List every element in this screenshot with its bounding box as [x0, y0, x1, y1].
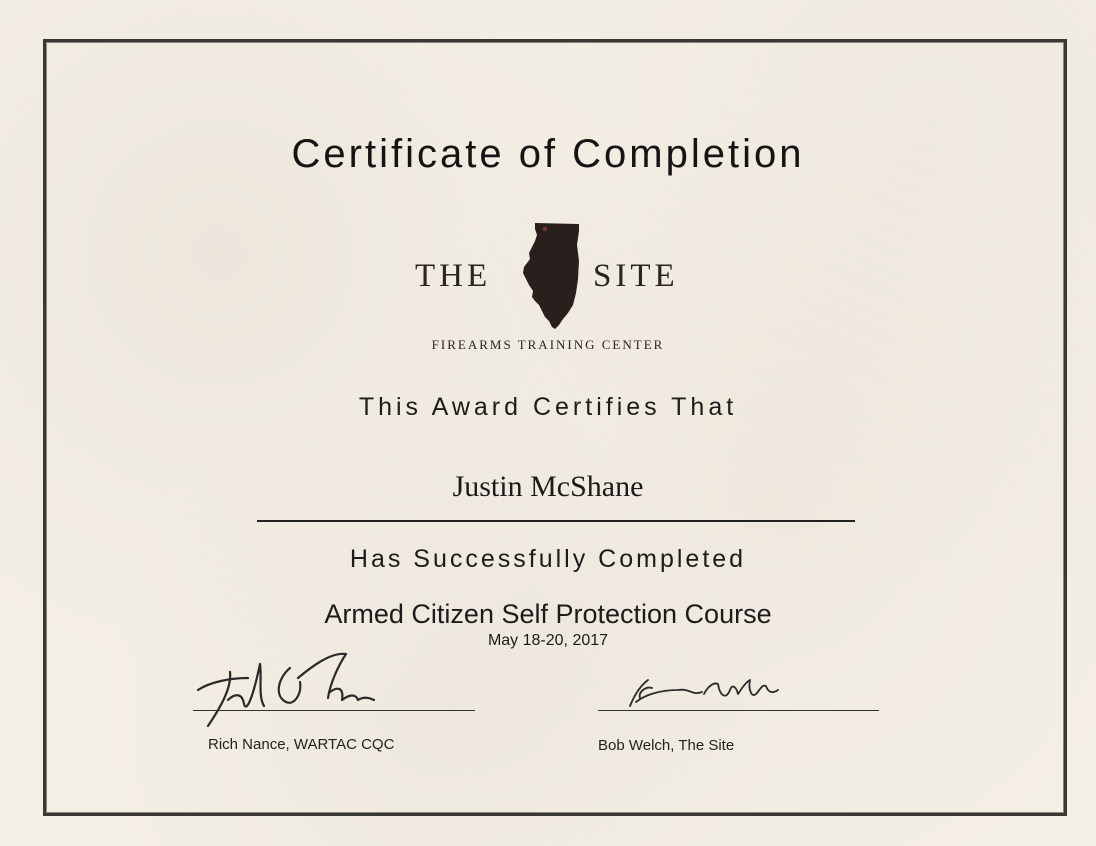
handwritten-signature-icon: [170, 638, 420, 733]
course-date: May 18-20, 2017: [487, 632, 609, 649]
completed-text: Has Successfully Completed: [349, 545, 747, 573]
logo-subtitle: FIREARMS TRAINING CENTER: [431, 337, 665, 352]
recipient-underline: [257, 520, 855, 522]
logo-word-site: SITE: [593, 258, 679, 294]
signer-name-right: Bob Welch, The Site: [598, 737, 735, 754]
recipient-name: Justin McShane: [452, 470, 644, 503]
certificate-title: Certificate of Completion: [291, 132, 805, 176]
course-name: Armed Citizen Self Protection Course: [324, 599, 772, 629]
handwritten-signature-icon: [622, 676, 792, 712]
signature-line-right: [598, 710, 879, 711]
logo-word-the: THE: [415, 258, 492, 294]
certifies-text: This Award Certifies That: [358, 393, 738, 421]
illinois-state-silhouette-icon: [521, 221, 583, 331]
signer-name-left: Rich Nance, WARTAC CQC: [208, 736, 395, 753]
signature-line-left: [193, 710, 475, 711]
